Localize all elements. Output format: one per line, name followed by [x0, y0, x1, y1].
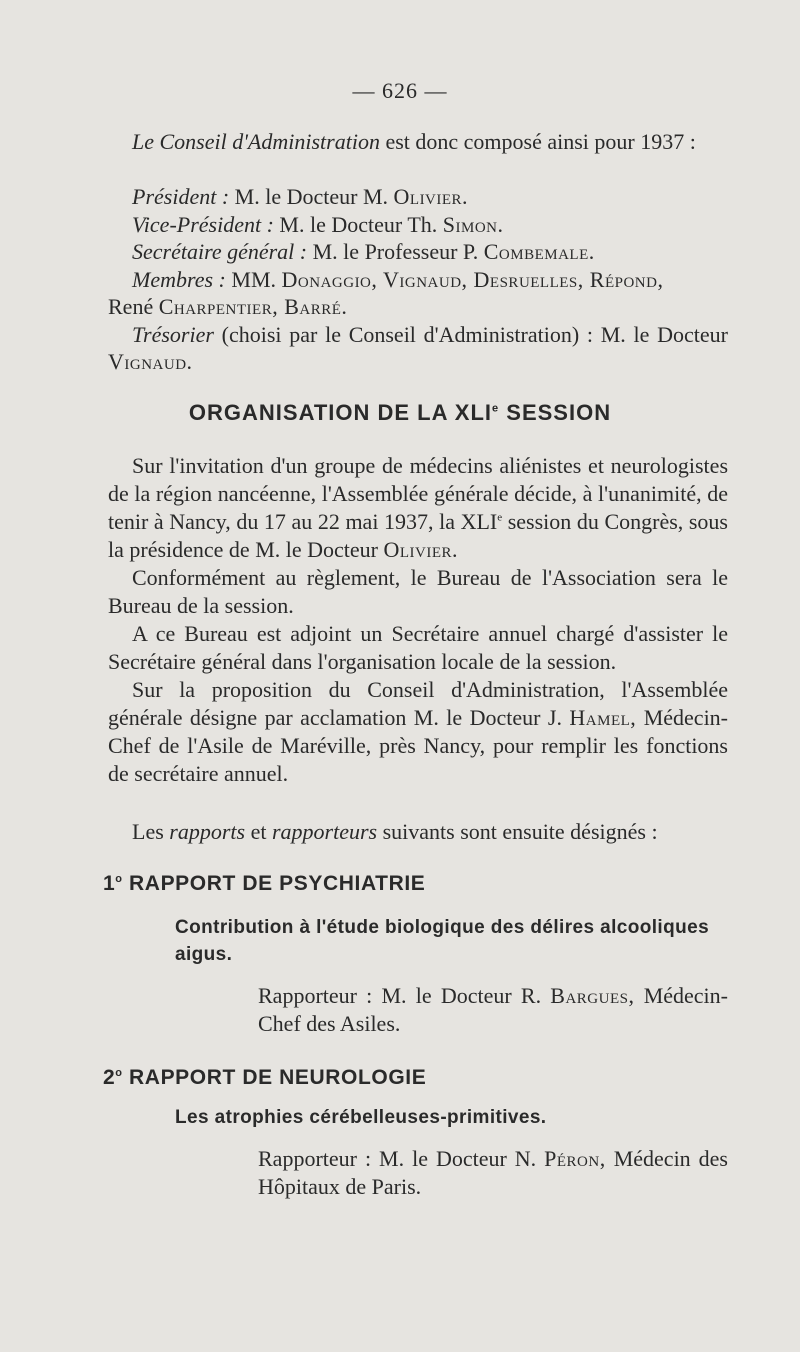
secretary-line: [108, 238, 728, 266]
president-line: [108, 183, 728, 211]
treasurer-name: Vignaud.: [108, 349, 193, 374]
p5-rapporteurs: rapporteurs: [271, 819, 378, 844]
p4-start: Sur la proposition du Conseil d'Administration, l'Assemblée générale désigne par acclamation M. le Docteur J.: [108, 677, 728, 730]
p5-mid: et: [245, 819, 272, 844]
organisation-heading: [0, 400, 800, 426]
p1-sup: e: [497, 511, 503, 524]
organisation-body: [108, 452, 728, 788]
report-2-num-sup: o: [115, 1067, 123, 1079]
paragraph-reports-intro: [108, 818, 728, 846]
paragraph-bureau: Conformément au règlement, le Bureau de l'Association sera le Bureau de la session.: [108, 565, 728, 618]
report-1-title: Contribution à l'étude biologique des délires alcooliques aigus.: [175, 917, 710, 965]
p4-end: Médecin-Chef de l'Asile de Maréville, près Nancy, pour remplir les fonctions de secrétaire annuel.: [108, 705, 729, 786]
p1-name: Olivier.: [383, 537, 459, 562]
report-1-num: 1: [103, 872, 116, 895]
members-label: Membres :: [132, 266, 226, 292]
members-text: MM.: [225, 266, 282, 292]
report-2-rapporteur-text: Rapporteur : M. le Docteur N.: [258, 1146, 545, 1171]
report-1-num-sup: o: [115, 873, 123, 885]
paragraph-invitation: [108, 452, 728, 564]
report-2-title: Les atrophies cérébelleuses-primitives.: [175, 1107, 547, 1128]
p1-start: Sur l'invitation d'un groupe de médecins aliénistes et neurologistes de la région nancéenne, l'Assemblée générale décide, à l'unanimité, de tenir à Nancy, du 17 au 22 mai 1937, la XLI: [108, 453, 728, 534]
paragraph-secretary: A ce Bureau est adjoint un Secrétaire annuel chargé d'assister le Secrétaire général dans l'organisation locale de la session.: [108, 621, 728, 674]
council-intro-rest: est donc composé ainsi pour 1937 :: [379, 129, 696, 154]
members-line: [108, 266, 728, 294]
report-2-num: 2: [103, 1066, 116, 1089]
vice-label: Vice-Président :: [132, 211, 274, 237]
members-line-2: [108, 293, 728, 321]
report-2-heading-text: RAPPORT DE NEUROLOGIE: [122, 1066, 427, 1089]
council-members-list: [108, 183, 728, 376]
members-line2-text: René: [108, 294, 159, 319]
organisation-heading-end: SESSION: [499, 400, 612, 425]
report-2-rapporteur: [258, 1145, 728, 1201]
vice-text: M. le Docteur Th.: [273, 211, 443, 237]
vice-president-line: [108, 211, 728, 239]
treasurer-line: [108, 321, 728, 376]
report-1-rapporteur-text: Rapporteur : M. le Docteur R.: [258, 983, 551, 1008]
p4-name: Hamel,: [569, 705, 637, 730]
vice-name: Simon.: [442, 211, 504, 237]
members-names: Donaggio, Vignaud, Desruelles, Répond,: [281, 266, 664, 292]
report-1-heading-text: RAPPORT DE PSYCHIATRIE: [122, 872, 426, 895]
council-intro: [108, 128, 728, 156]
p1-mid: session du Congrès, sous la présidence de M. le Docteur: [108, 509, 728, 562]
secretary-label: Secrétaire général :: [132, 239, 308, 264]
organisation-heading-sup: e: [492, 402, 500, 415]
president-label: Président :: [132, 184, 230, 209]
report-1-heading: [103, 872, 425, 896]
members-line2-names: Charpentier, Barré.: [158, 294, 348, 319]
report-1-rapporteur: [258, 982, 728, 1038]
page-number: — 626 —: [352, 78, 448, 103]
president-name: Olivier.: [393, 184, 469, 209]
p5-rapports: rapports: [169, 819, 246, 844]
secretary-name: Combemale.: [483, 239, 595, 264]
p5-end: suivants sont ensuite désignés :: [377, 819, 658, 844]
treasurer-label: Trésorier: [132, 321, 214, 347]
council-intro-italic: Le Conseil d'Administration: [132, 129, 380, 154]
report-1-rapporteur-end: Médecin-Chef des Asiles.: [258, 983, 728, 1036]
treasurer-text: (choisi par le Conseil d'Administration) : M. le Docteur: [213, 321, 728, 347]
report-2-rapporteur-end: Médecin des Hôpitaux de Paris.: [258, 1146, 728, 1199]
secretary-text: M. le Professeur P.: [307, 239, 484, 264]
president-text: M. le Docteur M.: [229, 184, 394, 209]
organisation-heading-main: ORGANISATION DE LA XLI: [188, 400, 493, 425]
report-2-heading: [103, 1066, 426, 1090]
report-1-rapporteur-name: Bargues,: [550, 983, 635, 1008]
p5-start: Les: [132, 819, 170, 844]
report-2-rapporteur-name: Péron,: [544, 1146, 606, 1171]
paragraph-acclamation: [108, 676, 728, 788]
